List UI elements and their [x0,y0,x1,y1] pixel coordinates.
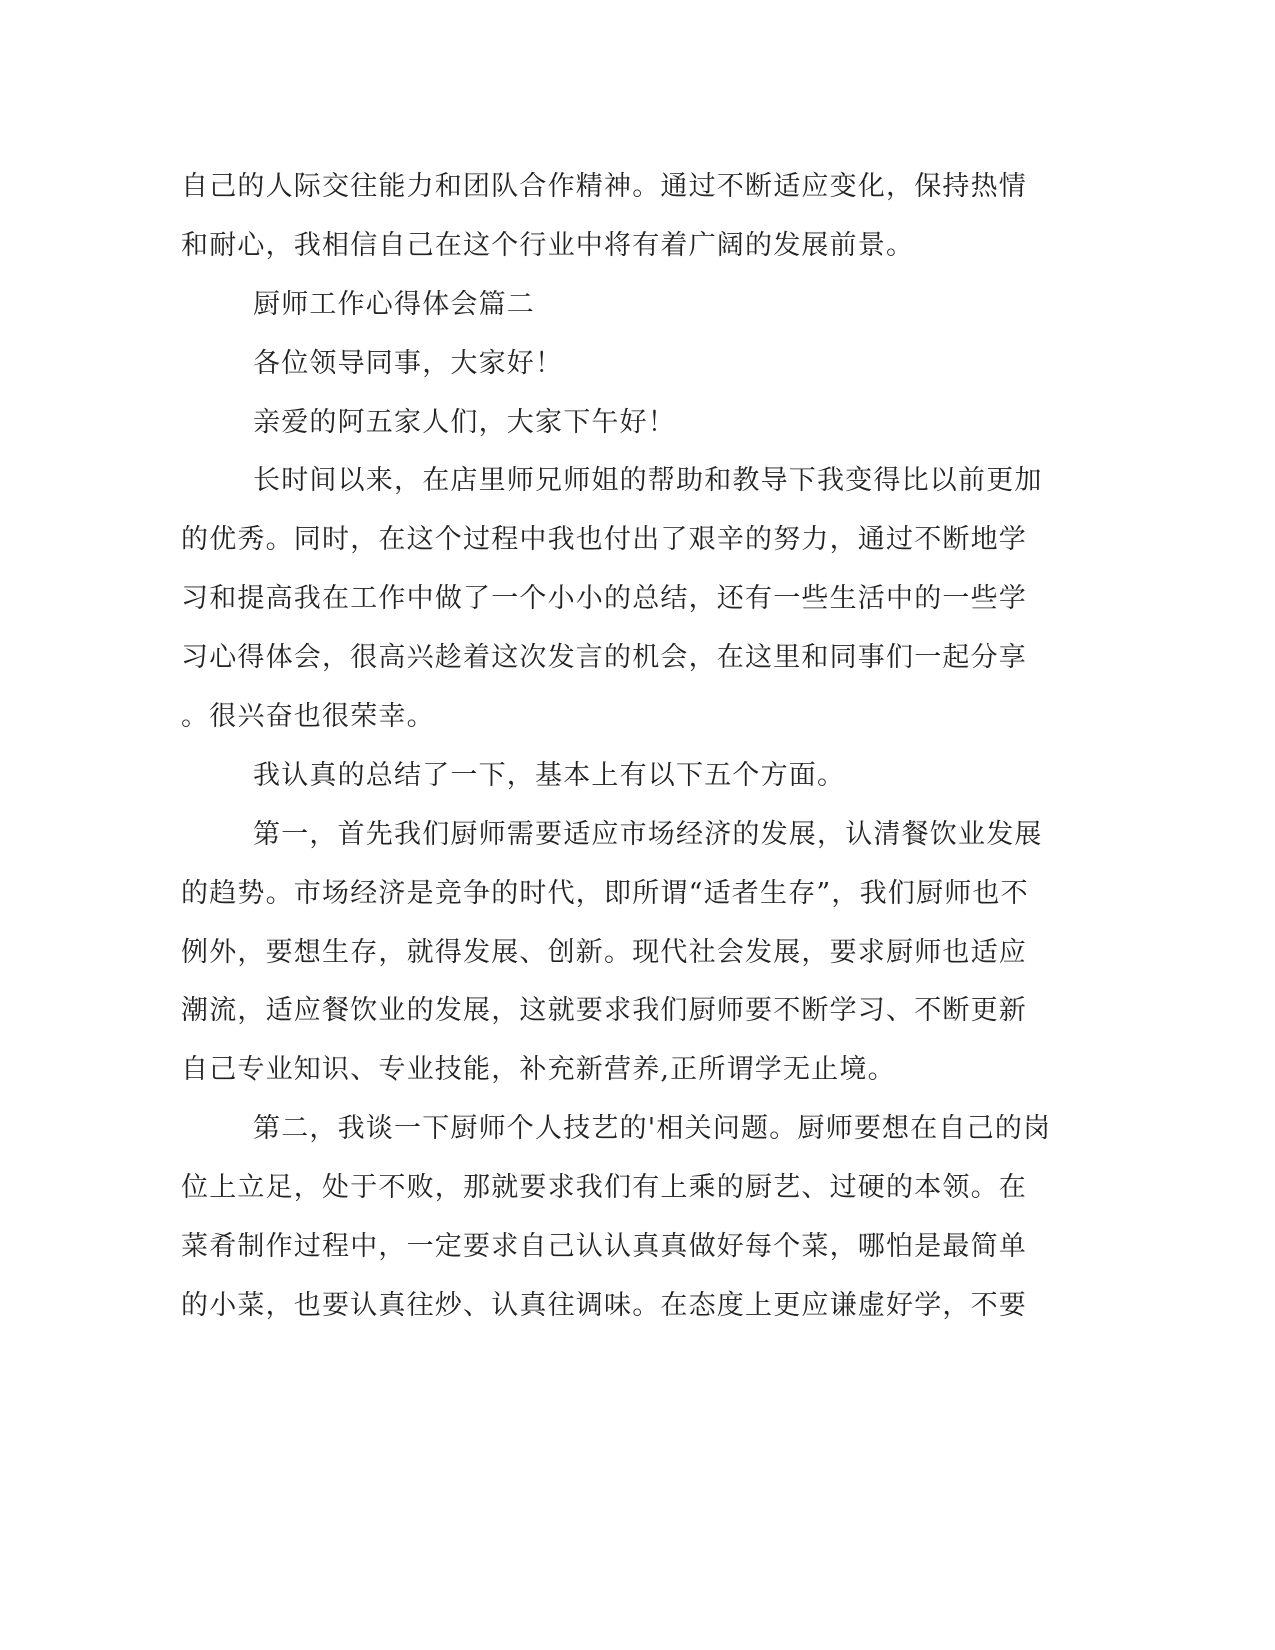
document-body [181,158,1052,1336]
text-line: 长时间以来，在店里师兄师姐的帮助和教导下我变得比以前更加 [253,465,1043,497]
text-line: 位上立足，处于不败，那就要求我们有上乘的厨艺、过硬的本领。在 [181,1172,1027,1204]
text-line: 的优秀。同时，在这个过程中我也付出了艰辛的努力，通过不断地学 [181,524,1027,556]
text-line: 自己专业知识、专业技能，补充新营养,正所谓学无止境。 [181,1054,896,1086]
text-line: 我认真的总结了一下，基本上有以下五个方面。 [253,759,846,791]
text-line: 菜肴制作过程中，一定要求自己认认真真做好每个菜，哪怕是最简单 [181,1231,1027,1263]
greeting-line: 亲爱的阿五家人们，大家下午好！ [253,406,676,438]
text-line: 习和提高我在工作中做了一个小小的总结，还有一些生活中的一些学 [181,583,1027,615]
text-line: 例外，要想生存，就得发展、创新。现代社会发展，要求厨师也适应 [181,936,1027,968]
section-heading: 厨师工作心得体会篇二 [253,288,535,320]
text-line: 第一，首先我们厨师需要适应市场经济的发展，认清餐饮业发展 [253,818,1043,850]
text-line: 潮流，适应餐饮业的发展，这就要求我们厨师要不断学习、不断更新 [181,995,1027,1027]
text-line: 习心得体会，很高兴趁着这次发言的机会，在这里和同事们一起分享 [181,642,1027,674]
text-line: 的趋势。市场经济是竞争的时代，即所谓“适者生存”，我们厨师也不 [181,877,1029,909]
text-line: 。很兴奋也很荣幸。 [181,701,435,733]
text-line: 的小菜，也要认真往炒、认真往调味。在态度上更应谦虚好学，不要 [181,1289,1027,1321]
text-line: 自己的人际交往能力和团队合作精神。通过不断适应变化，保持热情 [181,171,1027,202]
text-line: 第二，我谈一下厨师个人技艺的'相关问题。厨师要想在自己的岗 [253,1113,1052,1145]
text-line: 和耐心，我相信自己在这个行业中将有着广阔的发展前景。 [181,229,915,261]
greeting-line: 各位领导同事，大家好！ [253,347,564,379]
